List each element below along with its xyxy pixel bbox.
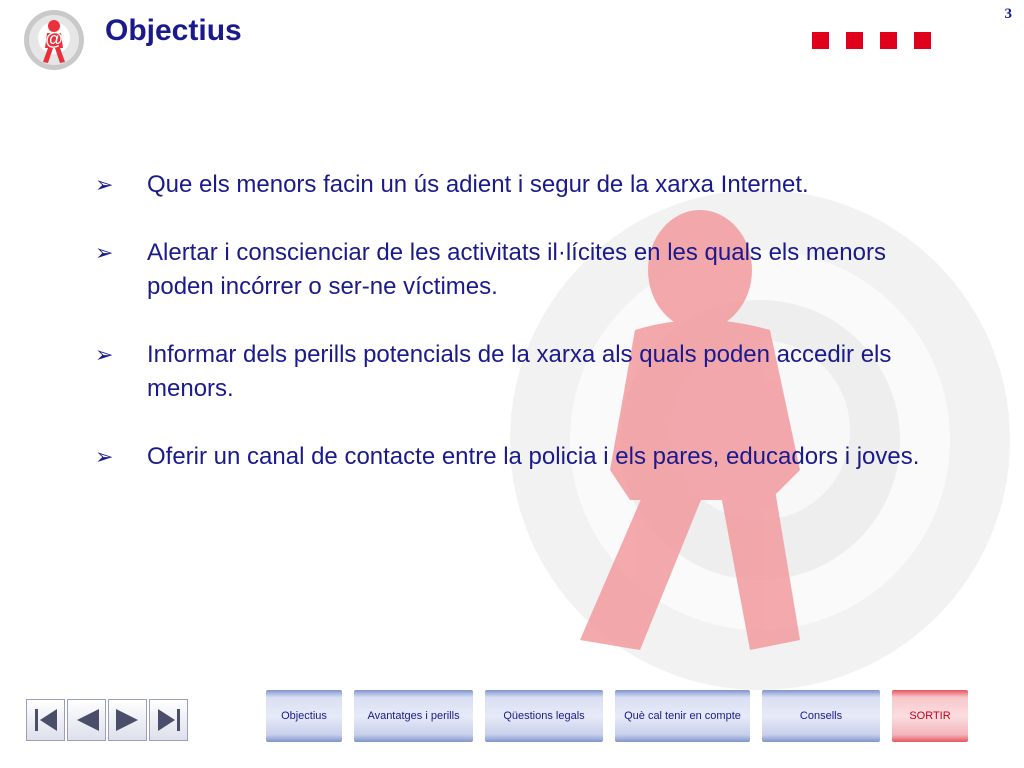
list-item <box>95 168 935 202</box>
red-square-icon <box>846 32 863 49</box>
arrow-bullet-icon: ➢ <box>95 172 114 197</box>
previous-icon <box>72 705 102 735</box>
media-controls <box>26 699 188 741</box>
arrow-bullet-icon: ➢ <box>95 444 114 469</box>
next-slide-button[interactable] <box>108 699 147 741</box>
last-icon <box>154 705 184 735</box>
first-icon <box>31 705 61 735</box>
arrow-bullet-icon: ➢ <box>95 240 114 265</box>
list-item <box>95 440 935 474</box>
nav-objectius-button[interactable]: Objectius <box>266 690 342 742</box>
list-item <box>95 338 935 406</box>
list-item-text: Alertar i conscienciar de les activitats il·lícites en les quals els menors poden incórrer o ser-ne víctimes. <box>147 239 886 300</box>
page-number: 3 <box>1004 6 1012 22</box>
nav-avantatges-button[interactable]: Avantatges i perills <box>354 690 473 742</box>
next-icon <box>113 705 143 735</box>
red-square-icon <box>880 32 897 49</box>
list-item-text: Que els menors facin un ús adient i segur de la xarxa Internet. <box>147 171 809 198</box>
list-item <box>95 236 935 304</box>
objectives-list <box>95 168 935 508</box>
at-sign-logo-icon <box>22 8 86 72</box>
nav-consells-button[interactable]: Consells <box>762 690 880 742</box>
arrow-bullet-icon: ➢ <box>95 342 114 367</box>
red-square-icon <box>914 32 931 49</box>
decorative-squares <box>812 32 931 49</box>
red-square-icon <box>812 32 829 49</box>
first-slide-button[interactable] <box>26 699 65 741</box>
last-slide-button[interactable] <box>149 699 188 741</box>
list-item-text: Informar dels perills potencials de la xarxa als quals poden accedir els menors. <box>147 341 892 402</box>
page-title: Objectius <box>105 14 242 47</box>
svg-text:@: @ <box>45 29 63 49</box>
nav-questions-button[interactable]: Qüestions legals <box>485 690 603 742</box>
exit-button[interactable]: SORTIR <box>892 690 968 742</box>
list-item-text: Oferir un canal de contacte entre la policia i els pares, educadors i joves. <box>147 443 920 470</box>
nav-que-cal-button[interactable]: Què cal tenir en compte <box>615 690 750 742</box>
previous-slide-button[interactable] <box>67 699 106 741</box>
